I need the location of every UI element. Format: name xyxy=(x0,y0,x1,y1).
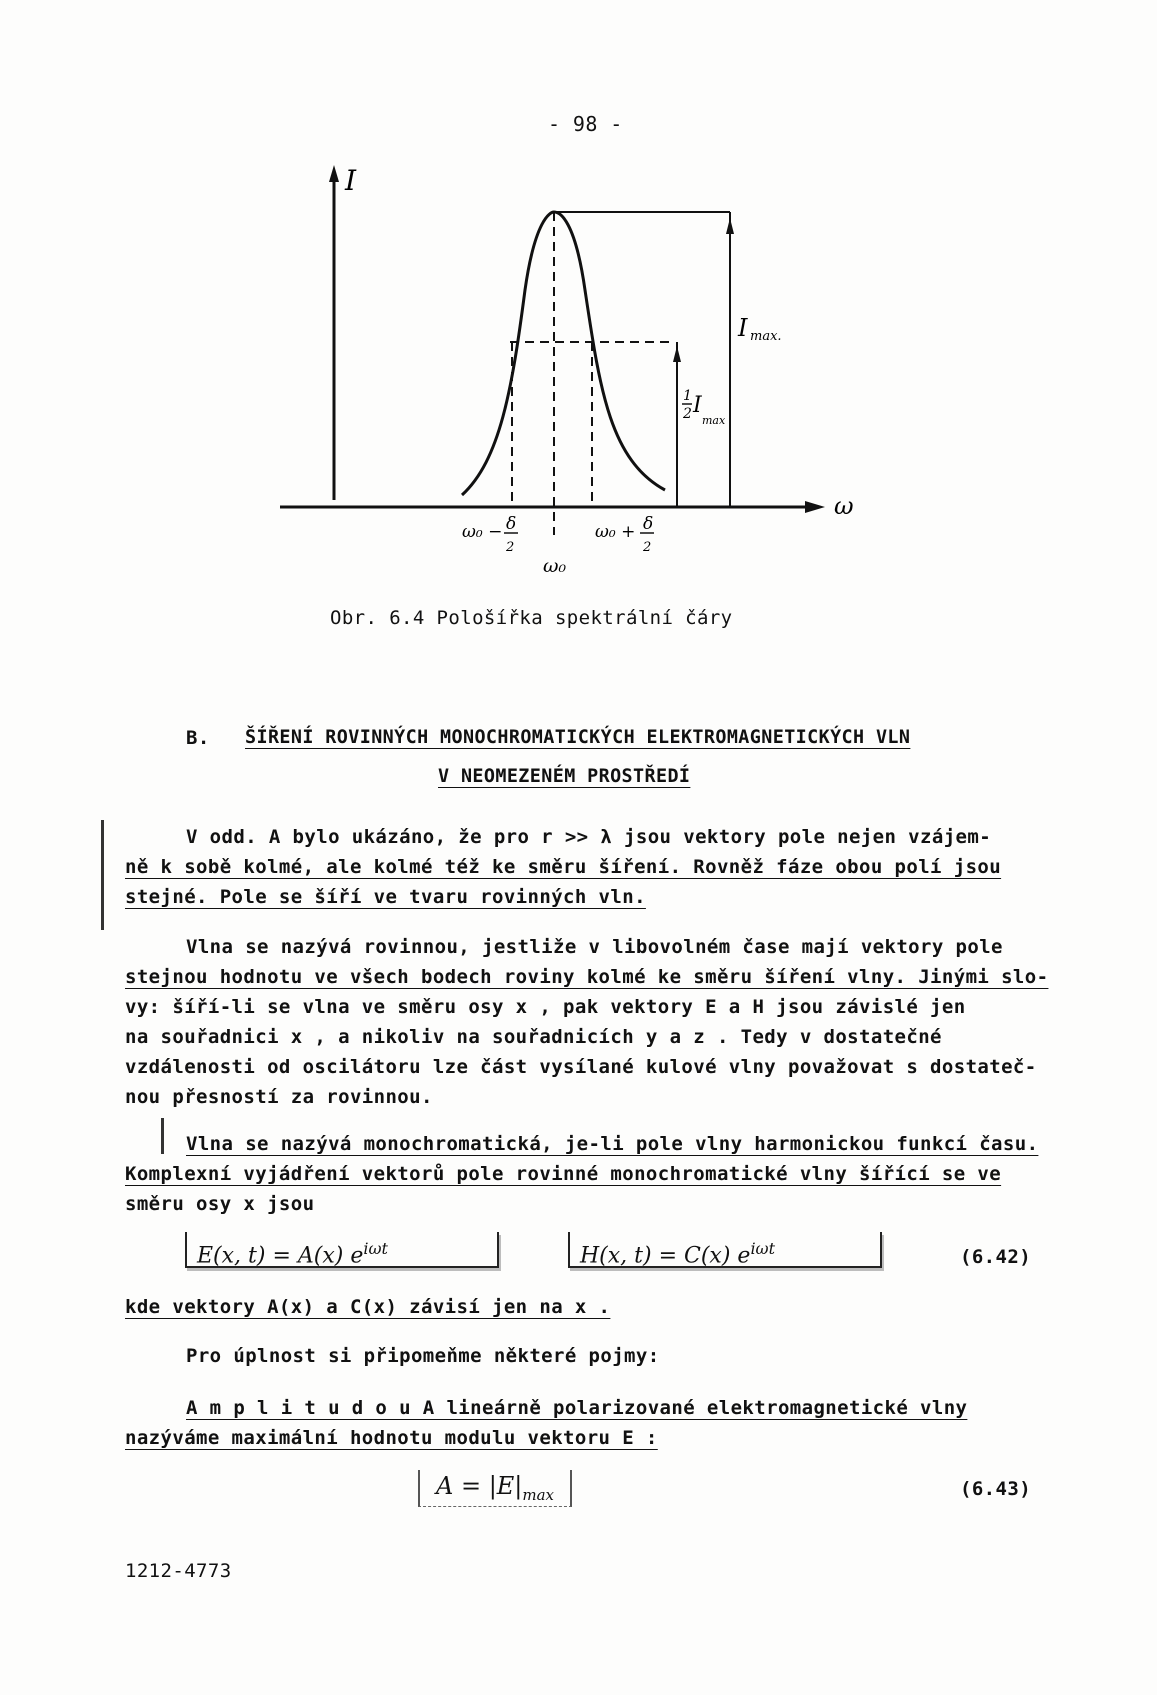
amplitude-line2: nazýváme maximální hodnotu modulu vektoru E : xyxy=(125,1427,658,1449)
page-number: - 98 - xyxy=(548,112,623,136)
eq642-left-exp: iωt xyxy=(363,1239,388,1258)
para3-line1: Vlna se nazývá monochromatická, je-li pole vlny harmonickou funkcí času. xyxy=(186,1133,1039,1155)
section-title-line1: ŠÍŘENÍ ROVINNÝCH MONOCHROMATICKÝCH ELEKTROMAGNETICKÝCH VLN xyxy=(245,727,911,748)
spectral-curve xyxy=(462,212,665,495)
imax-label: I xyxy=(738,314,748,342)
eq642-number: (6.42) xyxy=(960,1246,1032,1268)
para2-line6: nou přesností za rovinnou. xyxy=(125,1086,433,1108)
section-letter: B. xyxy=(186,727,210,749)
omega-minus-label: ω₀ − xyxy=(462,522,503,542)
omega-minus-delta: δ xyxy=(506,514,517,534)
footer-code: 1212-4773 xyxy=(125,1560,232,1582)
omega-plus-delta: δ xyxy=(643,514,654,534)
para1-line2: ně k sobě kolmé, ale kolmé též ke směru šíření. Rovněž fáze obou polí jsou xyxy=(125,856,1002,878)
figure-caption: Obr. 6.4 Pološířka spektrální čáry xyxy=(330,607,733,629)
para2-line2: stejnou hodnotu ve všech bodech roviny kolmé ke směru šíření vlny. Jinými slo- xyxy=(125,966,1049,988)
para3-line3: směru osy x jsou xyxy=(125,1193,315,1215)
half-label-sym: I xyxy=(693,393,702,418)
equation-amplitude xyxy=(418,1470,572,1507)
margin-mark xyxy=(101,820,104,930)
eq643-formula: A = |E| xyxy=(436,1472,523,1500)
eq642-left: E(x, t) = A(x) e xyxy=(197,1243,364,1269)
omega-plus-two: 2 xyxy=(643,540,652,555)
omega-minus-two: 2 xyxy=(506,540,515,555)
y-axis-label: I xyxy=(345,164,357,197)
equation-e-field xyxy=(185,1232,499,1268)
para2-line4: na souřadnici x , a nikoliv na souřadnicích y a z . Tedy v dostatečné xyxy=(125,1026,942,1048)
para2-line1: Vlna se nazývá rovinnou, jestliže v libovolném čase mají vektory pole xyxy=(186,936,1003,958)
eq642-right-exp: iωt xyxy=(750,1239,776,1258)
para1-line3: stejné. Pole se šíří ve tvaru rovinných vln. xyxy=(125,886,646,908)
x-axis-arrow xyxy=(805,501,825,513)
after-eq-text: kde vektory A(x) a C(x) závisí jen na x . xyxy=(125,1296,611,1318)
section-title-line2: V NEOMEZENÉM PROSTŘEDÍ xyxy=(438,766,691,787)
para3-line2: Komplexní vyjádření vektorů pole rovinné monochromatické vlny šířící se ve xyxy=(125,1163,1002,1185)
eq643-number: (6.43) xyxy=(960,1478,1032,1500)
x-axis-label: ω xyxy=(834,492,854,520)
half-label-num: 1 xyxy=(683,388,692,404)
y-axis-arrow xyxy=(329,165,339,182)
spectral-line-figure xyxy=(250,160,870,600)
eq643-sub: max xyxy=(522,1485,555,1504)
para2-line3: vy: šíří-li se vlna ve směru osy x , pak vektory E a H jsou závislé jen xyxy=(125,996,966,1018)
para1-line1: V odd. A bylo ukázáno, že pro r >> λ jsou vektory pole nejen vzájem- xyxy=(186,826,992,848)
amplitude-line1: A m p l i t u d o u A lineárně polarizované elektromagnetické vlny xyxy=(186,1397,968,1419)
imax-sub: max. xyxy=(750,329,782,344)
omega0-label: ω₀ xyxy=(543,555,567,577)
intro-terms: Pro úplnost si připomeňme některé pojmy: xyxy=(186,1345,660,1367)
half-label-den: 2 xyxy=(683,406,692,422)
eq642-right: H(x, t) = C(x) e xyxy=(580,1243,751,1269)
margin-mark xyxy=(161,1118,164,1154)
half-label-sub: max xyxy=(702,414,726,427)
equation-h-field xyxy=(568,1232,882,1268)
omega-plus-label: ω₀ + xyxy=(595,522,636,542)
para2-line5: vzdálenosti od oscilátoru lze část vysílané kulové vlny považovat s dostateč- xyxy=(125,1056,1037,1078)
